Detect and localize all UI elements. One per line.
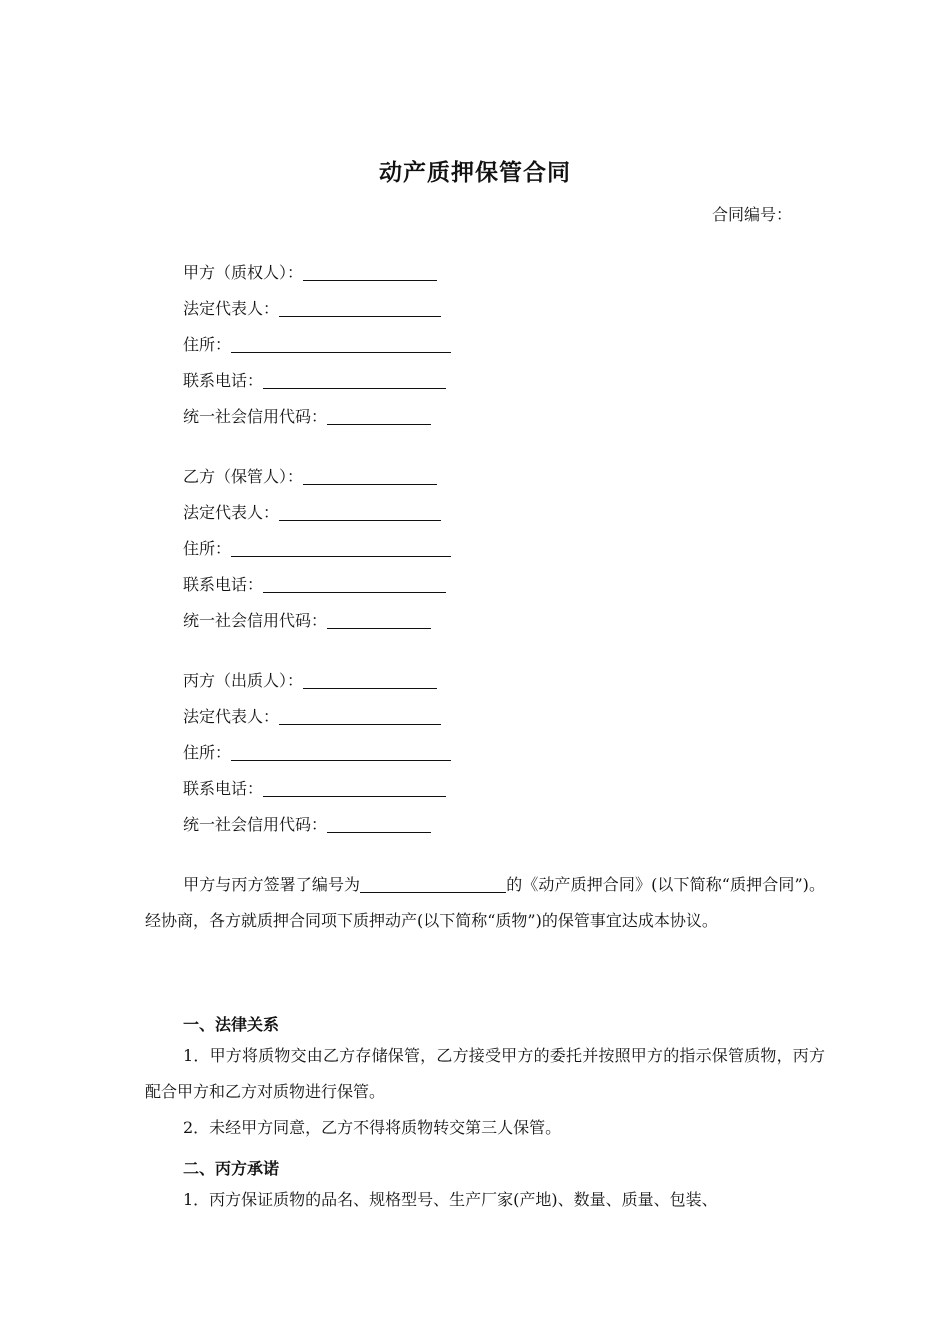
party-a-rep-blank[interactable] [279,298,441,317]
party-c-label: 丙方（出质人）： [183,671,304,690]
party-a-addr-field [183,334,451,370]
clause-text: 1．甲方将质物交由乙方存储保管，乙方接受甲方的委托并按照甲方的指示保管质物，丙方配合甲方和乙方对质物进行保管。 [145,1046,825,1101]
section-heading: 一、法律关系 [183,1015,280,1034]
party-b-addr-field [183,538,451,574]
party-b-name-blank[interactable] [303,466,437,485]
party-c-rep-field [183,706,451,742]
clause-item [145,1038,825,1110]
party-b-rep-field [183,502,451,538]
party-b-phone-blank[interactable] [263,574,446,593]
party-c-phone-blank[interactable] [263,778,446,797]
phone-label: 联系电话： [183,779,264,798]
party-b-name-field [183,466,451,502]
party-c-name-blank[interactable] [303,670,437,689]
rep-label: 法定代表人： [183,299,280,318]
code-label: 统一社会信用代码： [183,407,328,426]
party-b-addr-blank[interactable] [231,538,451,557]
clause-item [145,1110,825,1146]
party-block-b [183,466,451,646]
addr-label: 住所： [183,743,232,762]
party-c-addr-blank[interactable] [231,742,451,761]
party-b-code-blank[interactable] [327,610,431,629]
party-b-rep-blank[interactable] [279,502,441,521]
addr-label: 住所： [183,335,232,354]
party-c-rep-blank[interactable] [279,706,441,725]
party-a-label: 甲方（质权人）： [183,263,304,282]
phone-label: 联系电话： [183,575,264,594]
party-a-phone-blank[interactable] [263,370,446,389]
rep-label: 法定代表人： [183,707,280,726]
party-a-name-field [183,262,451,298]
clause-text: 1．丙方保证质物的品名、规格型号、生产厂家(产地)、数量、质量、包装、 [183,1190,718,1209]
party-c-code-blank[interactable] [327,814,431,833]
party-a-code-field [183,406,451,442]
party-a-rep-field [183,298,451,334]
party-a-code-blank[interactable] [327,406,431,425]
phone-label: 联系电话： [183,371,264,390]
section-heading: 二、丙方承诺 [183,1159,280,1178]
party-block-a [183,262,451,442]
party-c-code-field [183,814,451,850]
party-a-phone-field [183,370,451,406]
party-a-name-blank[interactable] [303,262,437,281]
party-c-addr-field [183,742,451,778]
party-a-addr-blank[interactable] [231,334,451,353]
rep-label: 法定代表人： [183,503,280,522]
document-title: 动产质押保管合同 [379,160,571,186]
preamble-part1: 甲方与丙方签署了编号为 [183,875,361,894]
addr-label: 住所： [183,539,232,558]
clause-text: 2．未经甲方同意，乙方不得将质物转交第三人保管。 [183,1118,562,1137]
code-label: 统一社会信用代码： [183,611,328,630]
party-block-c [183,670,451,850]
party-b-code-field [183,610,451,646]
party-b-label: 乙方（保管人）： [183,467,304,486]
party-c-name-field [183,670,451,706]
contract-number-blank[interactable] [360,874,506,893]
party-b-phone-field [183,574,451,610]
contract-number-label: 合同编号： [712,205,793,224]
party-c-phone-field [183,778,451,814]
preamble-part2: 的《动产质押合同》(以下简称“质押合同”)。经协商，各方就质押合同项下质押动产(以下简称“质物”)的保管事宜达成本协议。 [145,875,825,930]
clause-item [145,1182,825,1218]
preamble-paragraph [145,867,825,939]
code-label: 统一社会信用代码： [183,815,328,834]
